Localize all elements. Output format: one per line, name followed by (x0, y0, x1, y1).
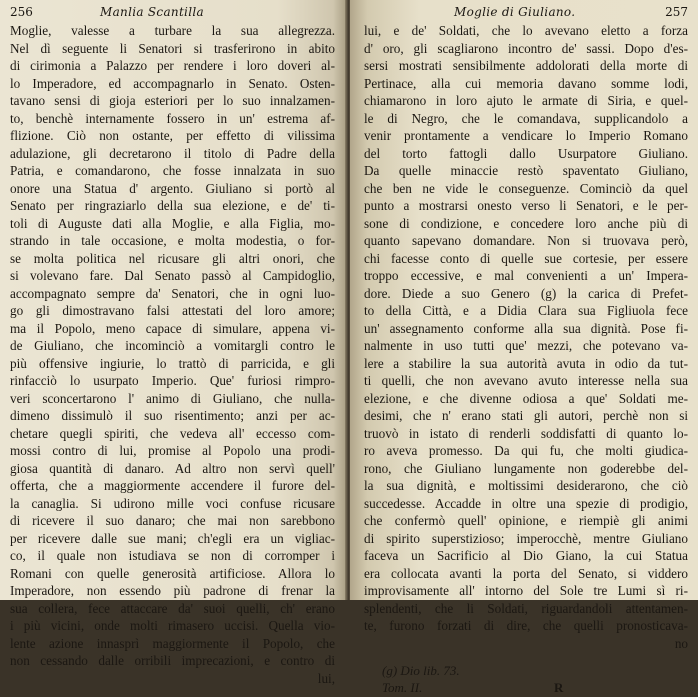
text-line: si volevano fare. Dal Senato passò al Campidoglio, (10, 268, 335, 283)
text-line: lente azione innasprì maggiormente il Popolo, che (10, 635, 335, 651)
text-line: elezione, e che divenne odiosa a que' Soldati me- (364, 390, 688, 406)
text-line: adulazione, gli decretarono il titolo di Padre della (10, 145, 335, 161)
text-line: go gli dimostravano falsi attestati del loro amore; (10, 303, 335, 318)
text-line: veri sconcertarono l' animo di Giuliano, che nulla- (10, 390, 335, 406)
text-line: chi facesse conto di quelle sue cortesie, per essere (364, 250, 688, 266)
text-line: Romani con quelle generosità artificiose. Allora lo (10, 565, 335, 581)
text-line: per ricevere dalle sue mani; ch'egli era un vigliac- (10, 530, 335, 546)
text-line: lui, (317, 670, 335, 686)
gathering-letter: R (554, 680, 564, 695)
text-line: rono, che Giuliano lungamente non goderebbe del- (364, 460, 688, 476)
text-line: improvisamente all' intorno del Sole tre Lumi sì ri- (364, 583, 688, 598)
text-line: di ricevere il suo danaro; che mai non sarebbono (10, 513, 335, 528)
text-line: lere a stabilire la sua autorità avuta in odio da tut- (364, 355, 688, 371)
right-page (350, 0, 698, 695)
text-line: la canaglia. Si udirono mille voci confuse ricusare (10, 495, 335, 511)
text-line: dimeno dissimulò il suo risentimento; anzi per ac- (10, 408, 335, 423)
text-line: te, furono forzati di dire, che quelli pronosticava- (364, 618, 688, 633)
left-page-text (10, 22, 335, 687)
text-line: tavano sensi di gioja esteriori per lo suo innalzamen- (10, 93, 335, 108)
text-line: ro aveva promesso. Da qui fu, che molti giudica- (364, 443, 688, 458)
text-line: succedesse. Accadde in oltre una spezie di prodigio, (364, 495, 688, 511)
text-line: to, benchè internamente fossero in un' estrema af- (10, 110, 335, 126)
text-line: che confermò quell' opinione, e riempiè gli animi (364, 513, 688, 528)
text-line: lo Imperadore, ed accompagnarlo in Senato. Osten- (10, 75, 335, 91)
text-line: Imperadore, non essendo più padrone di frenar la (10, 583, 335, 598)
left-page (0, 0, 347, 686)
text-line: accompagnato sempre da' Senatori, che in ogni luo- (10, 285, 335, 301)
text-line: to della Città, e a Didia Clara sua Figliuola fece (364, 303, 688, 318)
text-line: non cessando dalle orribili imprecazioni, e contro di (10, 653, 335, 668)
volume-signature: Tom. II. (382, 680, 423, 695)
text-line: era collocata avanti la porta del Senato, si viddero (364, 565, 688, 581)
text-line: Da quelle minaccie restò spaventato Giuliano, (364, 163, 688, 178)
text-line: venir prontamente a vendicare lo Imperio Romano (364, 128, 688, 143)
text-line: ti quelli, che non avevano avuto interesse nella sua (364, 373, 688, 388)
text-line: rinfacciò lo usurpato Imperio. Que' furiosi rimpro- (10, 373, 335, 388)
text-line: Patria, e comandarono, che fosse innalzata in suo (10, 163, 335, 178)
text-line: di cirimonia a Palazzo per rendere i loro doveri al- (10, 58, 335, 73)
footnote: (g) Dio lib. 73. (382, 663, 460, 678)
text-line: toli di Auguste dati alla Moglie, e alla Figlia, mo- (10, 215, 335, 231)
left-running-head: Manlia Scantilla (100, 5, 204, 19)
text-line: co, il quale non istudiava se non di corromper i (10, 548, 335, 563)
text-line: troppo eccessive, e mal convenienti a un' Impera- (364, 268, 688, 283)
text-line: truovò in istato di renderli soddisfatti di quanto lo- (364, 425, 688, 441)
text-line: sua collera, fece attaccare da' suoi quelli, ch' erano (10, 600, 335, 616)
text-line: quanto sapevano domandare. Non si truovava però, (364, 233, 688, 248)
right-page-footer (364, 662, 688, 697)
text-line: giosa quantità di danaro. Ad altro non servì quell' (10, 460, 335, 476)
left-page-number: 256 (10, 5, 33, 19)
text-line: d' oro, gli scagliarono incontro de' sassi. Dopo d'es- (364, 40, 688, 56)
left-page-header (10, 2, 335, 22)
text-line: chiamarono in loro ajuto le armate di Siria, e quel- (364, 93, 688, 108)
text-line: splendenti, che li Soldati, riguardandoli attentamen- (364, 600, 688, 616)
text-line: del torto fattogli dallo Usurpatore Giuliano. (364, 145, 688, 161)
right-page-number: 257 (665, 5, 688, 19)
text-line: nalmente in uso tutti que' mezzi, che potevano va- (364, 338, 688, 353)
text-line: desimi, che n' erano stati gli autori, perchè non si (364, 408, 688, 423)
text-line: no (674, 635, 688, 651)
text-line: chetare quegli spiriti, che vedeva all' eccesso com- (10, 425, 335, 441)
signature-line (364, 679, 688, 697)
text-line: se molta politica nel ricusare gli altri onori, che (10, 250, 335, 266)
text-line: più offensive ingiurie, lo trattò di parricida, e gli (10, 355, 335, 371)
text-line: lui, e de' Soldati, che lo avevano eletto a forza (364, 23, 688, 38)
right-page-header (364, 2, 688, 22)
text-line: Moglie, valesse a turbare la sua allegrezza. (10, 23, 335, 38)
text-line: le di Negro, che le comandava, supplicandolo a (364, 110, 688, 126)
text-line: onore una Statua d' argento. Giuliano si portò al (10, 180, 335, 196)
text-line: che ben ne vide le conseguenze. Cominciò da quel (364, 180, 688, 196)
right-running-head: Moglie di Giuliano. (454, 5, 576, 19)
text-line: strando in tale occasione, e molta modestia, o for- (10, 233, 335, 248)
text-line: mossi contro di lui, promise al Popolo una prodi- (10, 443, 335, 458)
text-line: un' assegnamento conforme alla sua dignità. Pose fi- (364, 320, 688, 336)
text-line: dore. Diede a suo Genero (g) la carica di Prefet- (364, 285, 688, 301)
text-line: de Giuliano, che incominciò a vomitargli contro le (10, 338, 335, 353)
text-line: faceva un Sacrificio al Dio Giano, la cui Statua (364, 548, 688, 563)
text-line: Senato per ringraziarlo della sua elezione, e de' ti- (10, 198, 335, 213)
text-line: ma il Popolo, meno capace di simulare, appena vi- (10, 320, 335, 336)
right-page-text (364, 22, 688, 652)
text-line: la sua dignità, e moltissimi desiderarono, che ciò (364, 478, 688, 493)
text-line: Nel dì seguente li Senatori si trasferirono in abito (10, 40, 335, 56)
text-line: punto a mostrarsi onesto verso li Senatori, e le per- (364, 198, 688, 213)
text-line: sersi mostrati sensibilmente addolorati della morte di (364, 58, 688, 73)
text-line: sone di condizione, e concedere loro anche più di (364, 215, 688, 231)
text-line: flizione. Ciò non ostante, per effetto di vilissima (10, 128, 335, 143)
text-line: di spirito superstizioso; imperocchè, mentre Giuliano (364, 530, 688, 546)
text-line: i più vicini, onde molti rimasero uccisi. Quella vio- (10, 618, 335, 633)
text-line: Pertinace, alla cui memoria davano somme lodi, (364, 75, 688, 91)
text-line: offerta, che a maggiormente accendere il furore del- (10, 478, 335, 493)
